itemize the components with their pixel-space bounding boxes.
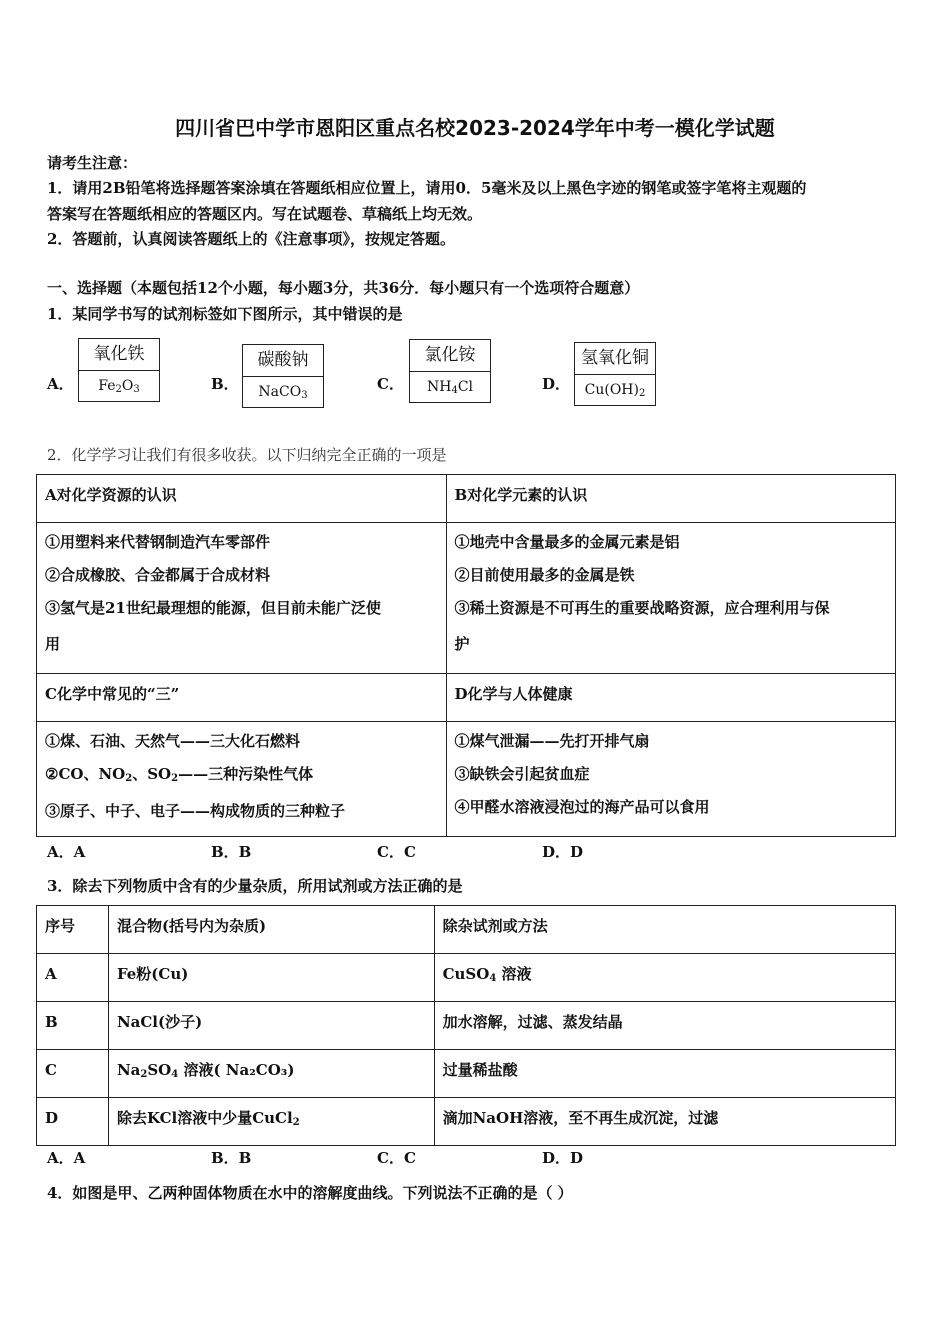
- q2-a-content: [37, 523, 447, 674]
- q1-option-b-label[interactable]: [242, 344, 324, 408]
- q1-option-letter[interactable]: B．: [211, 375, 239, 393]
- reagent-formula: $Cu(OH)_2$: [584, 382, 646, 399]
- list-item: ③氢气是21世纪最理想的能源，但目前未能广泛使: [45, 599, 381, 617]
- reagent-name: 氧化铁: [79, 339, 159, 371]
- row-method: 过量稀盐酸: [434, 1050, 895, 1098]
- q1-option-letter[interactable]: A．: [47, 375, 74, 393]
- row-mixture: 除去KCl溶液中少量CuCl$_2$: [108, 1098, 434, 1146]
- table-header-method: 除杂试剂或方法: [434, 906, 895, 954]
- q3-table: [36, 905, 896, 1146]
- row-method: CuSO$_4$ 溶液: [434, 954, 895, 1002]
- notice-item1-line2: 答案写在答题纸相应的答题区内。写在试题卷、草稿纸上均无效。: [47, 205, 483, 223]
- q1-stem: 1．某同学书写的试剂标签如下图所示，其中错误的是: [47, 305, 403, 323]
- q2-table: [36, 474, 896, 837]
- q4-stem: 4．如图是甲、乙两种固体物质在水中的溶解度曲线。下列说法不正确的是（ ）: [47, 1184, 573, 1202]
- answer-option-c[interactable]: C．C: [377, 843, 416, 861]
- table-row: [37, 1050, 896, 1098]
- answer-option-a[interactable]: A．A: [47, 843, 86, 861]
- row-id: C: [37, 1050, 109, 1098]
- list-item: ①地壳中含量最多的金属元素是铝: [454, 533, 680, 551]
- list-item: ②合成橡胶、合金都属于合成材料: [45, 566, 271, 584]
- list-item: ①煤、石油、天然气——三大化石燃料: [45, 732, 301, 750]
- notice-item2: 2．答题前，认真阅读答题纸上的《注意事项》，按规定答题。: [47, 230, 455, 248]
- row-mixture: Fe粉(Cu): [108, 954, 434, 1002]
- q2-stem: 2．化学学习让我们有很多收获。以下归纳完全正确的一项是: [47, 446, 447, 464]
- table-row: [37, 1002, 896, 1050]
- list-item: ①用塑料来代替钢制造汽车零部件: [45, 533, 271, 551]
- q1-option-letter[interactable]: C．: [377, 375, 404, 393]
- answer-option-c[interactable]: C．C: [377, 1149, 416, 1167]
- row-mixture: $Na_2SO_4$ 溶液( Na₂CO₃): [108, 1050, 434, 1098]
- q3-stem: 3．除去下列物质中含有的少量杂质，所用试剂或方法正确的是: [47, 877, 463, 895]
- answer-option-b[interactable]: B．B: [211, 843, 252, 861]
- table-row: [37, 954, 896, 1002]
- notice-item1-line1: 1．请用2B铅笔将选择题答案涂填在答题纸相应位置上，请用0．5毫米及以上黑色字迹的钢笔或签字笔将主观题的: [47, 179, 807, 197]
- reagent-formula: NaCO$_3$: [258, 384, 308, 401]
- q2-c-heading: C化学中常见的“三”: [37, 674, 447, 722]
- answer-option-d[interactable]: D．D: [542, 843, 584, 861]
- table-row: [37, 1098, 896, 1146]
- q1-option-d-label[interactable]: [574, 342, 656, 406]
- list-item: ②CO、$NO_2$、$SO_2——$三种污染性气体: [45, 765, 314, 784]
- list-item: ③稀土资源是不可再生的重要战略资源，应合理利用与保: [454, 599, 830, 617]
- q1-option-letter[interactable]: D．: [542, 375, 571, 393]
- q2-b-content: [446, 523, 895, 674]
- reagent-formula: $Fe_2O_3$: [98, 378, 140, 395]
- list-item: ③缺铁会引起贫血症: [454, 765, 590, 783]
- reagent-name: 碳酸钠: [243, 345, 323, 377]
- list-item: ①煤气泄漏——先打开排气扇: [454, 732, 650, 750]
- list-item: 用: [45, 635, 61, 653]
- row-id: B: [37, 1002, 109, 1050]
- table-header-id: 序号: [37, 906, 109, 954]
- q2-d-content: [446, 722, 895, 837]
- page-title: 四川省巴中学市恩阳区重点名校2023-2024学年中考一模化学试题: [175, 116, 775, 140]
- q2-d-heading: D化学与人体健康: [446, 674, 895, 722]
- q1-option-c-label[interactable]: [409, 339, 491, 403]
- row-mixture: NaCl(沙子): [108, 1002, 434, 1050]
- list-item: ②目前使用最多的金属是铁: [454, 566, 635, 584]
- reagent-name: 氯化铵: [410, 340, 490, 372]
- reagent-formula: $NH_4Cl$: [426, 379, 474, 396]
- section-heading: 一、选择题（本题包括12个小题，每小题3分，共36分．每小题只有一个选项符合题意）: [47, 279, 640, 297]
- row-method: 滴加NaOH溶液，至不再生成沉淀，过滤: [434, 1098, 895, 1146]
- table-header-mixture: 混合物(括号内为杂质): [108, 906, 434, 954]
- answer-option-d[interactable]: D．D: [542, 1149, 584, 1167]
- row-method: 加水溶解，过滤、蒸发结晶: [434, 1002, 895, 1050]
- q2-b-heading: B对化学元素的认识: [446, 475, 895, 523]
- list-item: ④甲醛水溶液浸泡过的海产品可以食用: [454, 798, 710, 816]
- list-item: ③原子、中子、电子——构成物质的三种粒子: [45, 802, 346, 820]
- answer-option-b[interactable]: B．B: [211, 1149, 252, 1167]
- answer-option-a[interactable]: A．A: [47, 1149, 86, 1167]
- q1-option-a-label[interactable]: [78, 338, 160, 402]
- row-id: A: [37, 954, 109, 1002]
- q2-c-content: [37, 722, 447, 837]
- q2-a-heading: A对化学资源的认识: [37, 475, 447, 523]
- list-item: 护: [454, 635, 470, 653]
- row-id: D: [37, 1098, 109, 1146]
- notice-heading: 请考生注意：: [47, 154, 138, 172]
- reagent-name: 氢氧化铜: [575, 343, 655, 375]
